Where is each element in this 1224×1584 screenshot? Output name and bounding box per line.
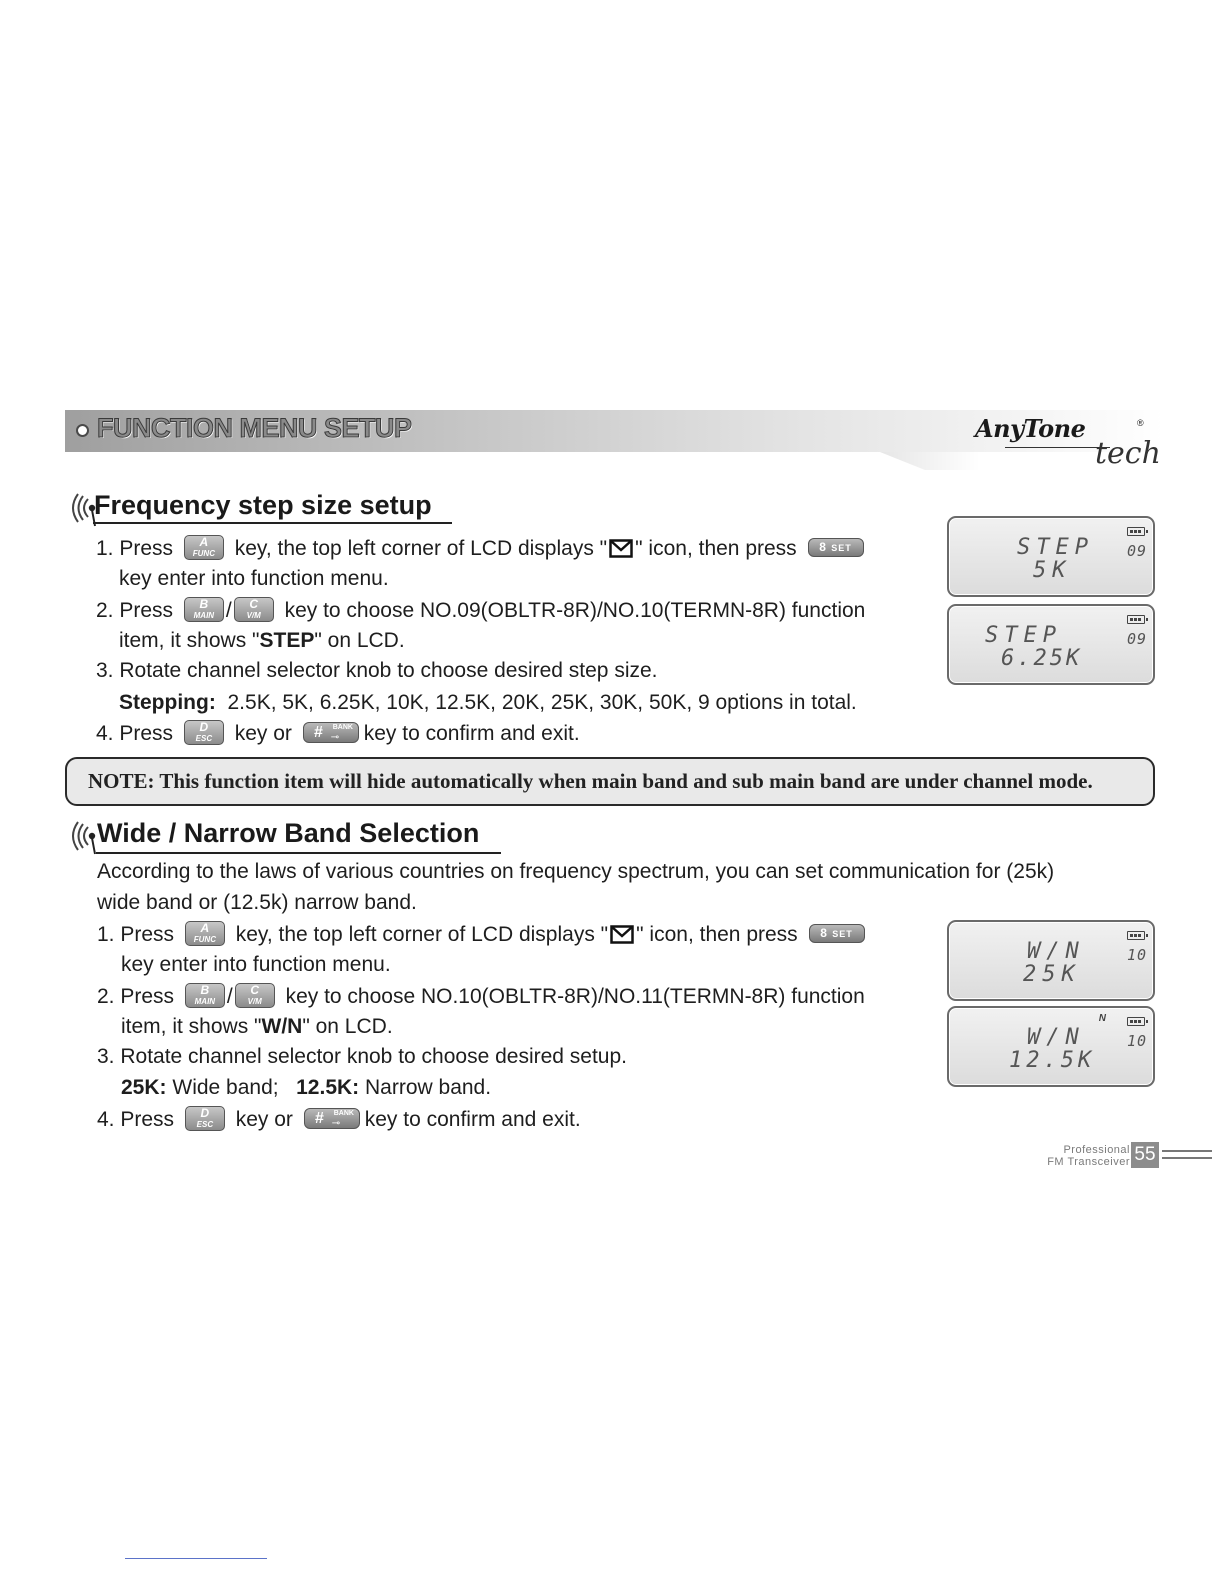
wn-options-line: 25K: Wide band; 12.5K: Narrow band. — [121, 1076, 492, 1099]
step2-line-cont: item, it shows "STEP" on LCD. — [119, 629, 405, 652]
battery-icon — [1127, 615, 1145, 624]
lcd-line2: 12.5K — [1009, 1048, 1096, 1073]
section-title-step-size: Frequency step size setup — [94, 490, 432, 520]
lcd-wn-25k — [947, 920, 1155, 1001]
lcd-line1: STEP — [985, 623, 1062, 648]
lcd-menu-number: 10 — [1126, 1032, 1147, 1050]
bottom-rule — [125, 1558, 267, 1559]
footer-line-1: Professional — [1063, 1144, 1130, 1156]
page-number: 55 — [1131, 1142, 1159, 1168]
step1-line-cont: key enter into function menu. — [119, 567, 389, 590]
stepping-line: Stepping: 2.5K, 5K, 6.25K, 10K, 12.5K, 20K, 25K, 30K, 50K, 9 options in total. — [119, 691, 857, 714]
footer-rule-top — [1162, 1150, 1212, 1152]
step3-line: 3. Rotate channel selector knob to choose desired step size. — [96, 659, 658, 682]
section-title-wide-narrow: Wide / Narrow Band Selection — [97, 818, 480, 848]
lcd-menu-number: 09 — [1126, 630, 1147, 648]
wn-step4-line: 4. Press D ESC key or # BANK ⊸ key to confirm and exit. — [97, 1106, 581, 1131]
step2-line: 2. Press B MAIN / C V/M key to choose NO.09(OBLTR-8R)/NO.10(TERMN-8R) function — [96, 597, 866, 622]
step4-line: 4. Press D ESC key or # BANK ⊸ key to confirm and exit. — [96, 720, 580, 745]
func-key: A FUNC — [184, 535, 224, 560]
logo-subword: tech — [1095, 436, 1161, 471]
bank-key: # BANK ⊸ — [304, 1108, 360, 1129]
main-key: B MAIN — [185, 983, 225, 1008]
lcd-line2: 5K — [1033, 558, 1072, 583]
wn-step1-line: 1. Press A FUNC key, the top left corner of LCD displays " " icon, then press 8 SET — [97, 921, 870, 948]
intro-line-2: wide band or (12.5k) narrow band. — [97, 891, 417, 914]
bullet-icon — [76, 424, 89, 437]
lcd-line2: 25K — [1023, 962, 1081, 987]
lcd-menu-number: 10 — [1126, 946, 1147, 964]
envelope-icon — [609, 539, 633, 558]
func-key: A FUNC — [185, 921, 225, 946]
wn-step2-line-cont: item, it shows "W/N" on LCD. — [121, 1015, 393, 1038]
battery-icon — [1127, 527, 1145, 536]
section-underline — [93, 522, 452, 524]
battery-icon — [1127, 931, 1145, 940]
section-underline — [96, 852, 501, 854]
note-box: NOTE: This function item will hide automatically when main band and sub main band are under channel mode. — [65, 757, 1155, 806]
narrow-flag: N — [1098, 1013, 1106, 1024]
bank-key: # BANK ⊸ — [303, 722, 359, 743]
vm-key: C V/M — [234, 597, 274, 622]
brand-logo — [975, 414, 1160, 474]
footer-rule-bottom — [1162, 1157, 1212, 1159]
lcd-step-5k — [947, 516, 1155, 597]
logo-registered-mark: ® — [1137, 418, 1144, 428]
lcd-step-625k — [947, 604, 1155, 685]
signal-waves-icon — [62, 816, 98, 856]
esc-key: D ESC — [185, 1106, 225, 1131]
esc-key: D ESC — [184, 720, 224, 745]
wn-step2-line: 2. Press B MAIN / C V/M key to choose NO.10(OBLTR-8R)/NO.11(TERMN-8R) function — [97, 983, 865, 1008]
lcd-line1: W/N — [1027, 939, 1085, 964]
lcd-line2: 6.25K — [1001, 646, 1083, 671]
lcd-line1: STEP — [1017, 535, 1094, 560]
page-title: FUNCTION MENU SETUP — [97, 413, 412, 443]
wn-step1-line-cont: key enter into function menu. — [121, 953, 391, 976]
lcd-menu-number: 09 — [1126, 542, 1147, 560]
envelope-icon — [610, 925, 634, 944]
lcd-line1: W/N — [1027, 1025, 1085, 1050]
main-key: B MAIN — [184, 597, 224, 622]
wn-step3-line: 3. Rotate channel selector knob to choose desired setup. — [97, 1045, 628, 1068]
logo-wordmark: AnyTone — [975, 414, 1086, 443]
battery-icon — [1127, 1017, 1145, 1026]
footer-caption — [1047, 1144, 1130, 1168]
set-key: 8 SET — [809, 924, 865, 943]
vm-key: C V/M — [235, 983, 275, 1008]
footer-line-2: FM Transceiver — [1047, 1156, 1130, 1168]
step1-line: 1. Press A FUNC key, the top left corner of LCD displays " " icon, then press 8 SET — [96, 535, 869, 562]
set-key: 8 SET — [808, 538, 864, 557]
header-banner-tail — [880, 452, 980, 470]
lcd-wn-125k — [947, 1006, 1155, 1087]
intro-line-1: According to the laws of various countries on frequency spectrum, you can set communication for (25k) — [97, 860, 1055, 883]
